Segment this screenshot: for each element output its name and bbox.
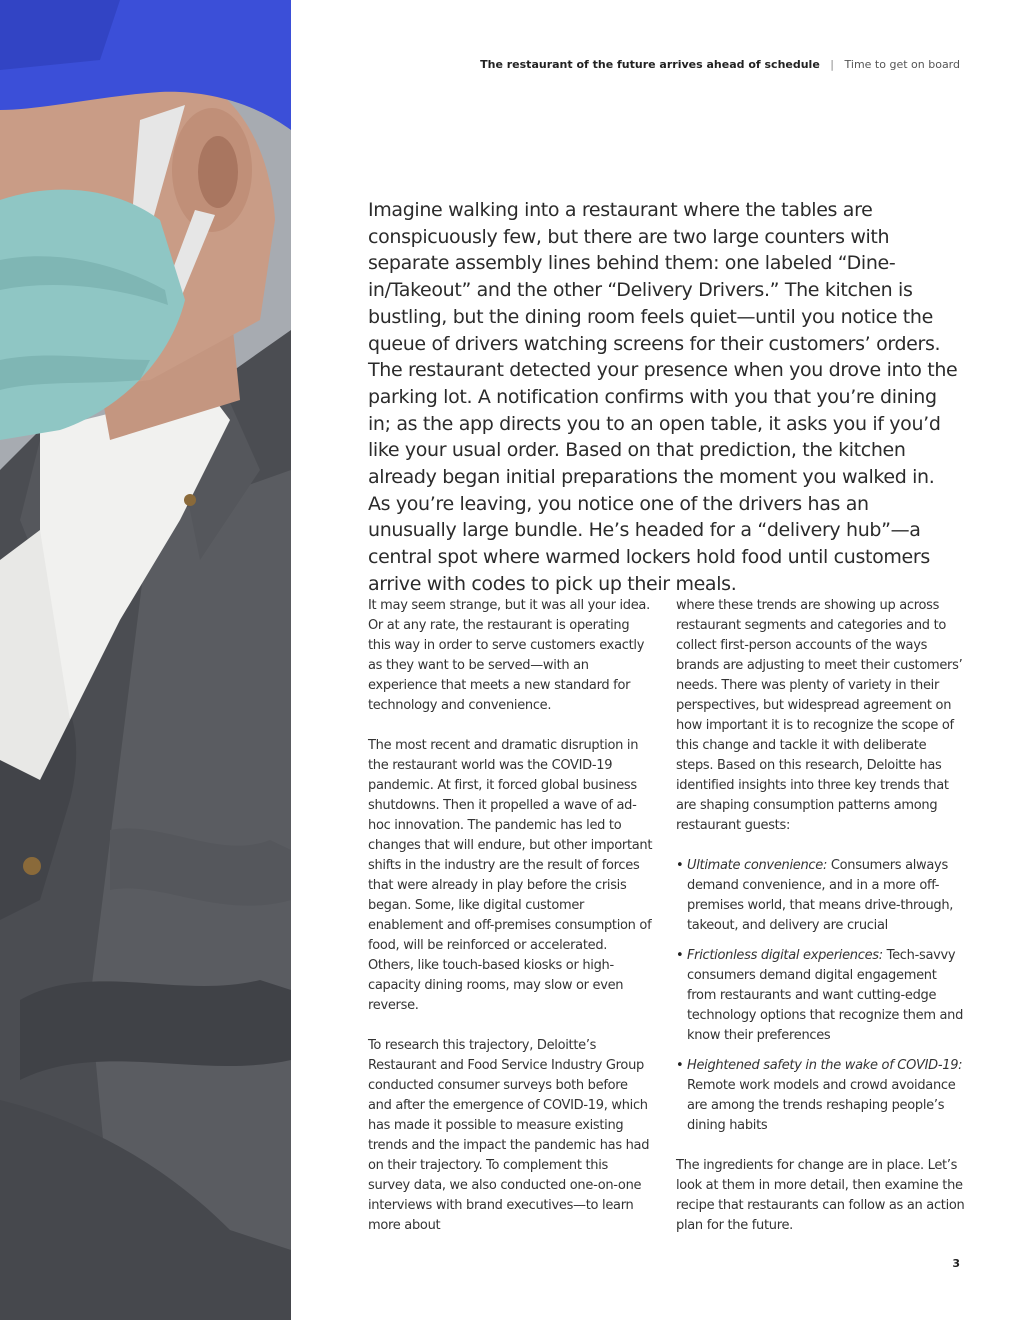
page-number: 3 [952,1257,960,1270]
masked-man-illustration [0,0,291,1320]
intro-paragraph: Imagine walking into a restaurant where the tables are conspicuously few, but there are two large counters with separate assembly lines behind them: one labeled “Dine-in/Takeout” and the other “Delivery Drivers.” The kitchen is bustling, but the dining room feels quiet—until you notice the queue of drivers watching screens for their customers’ orders. The restaurant detected your presence when you drove into the parking lot. A notification confirms with you that you’re dining in; as the app directs you to an open table, it asks you if you’d like your usual order. Based on that prediction, the kitchen already began initial preparations the moment you walked in. As you’re leaving, you notice one of the drivers has an unusually large bundle. He’s headed for a “delivery hub”—a central spot where warmed lockers hold food until customers arrive with codes to pick up their meals. [368,199,958,595]
bullet-icon: • [676,858,684,873]
header-section: Time to get on board [844,58,960,71]
body-column-right [676,596,966,1256]
trend-label: Frictionless digital experiences: [687,948,883,963]
header-title: The restaurant of the future arrives ahead of schedule [480,58,820,71]
trend-list-item [676,946,966,1046]
header-separator: | [830,58,835,71]
body-paragraph: where these trends are showing up across restaurant segments and categories and to collect first-person accounts of the ways brands are adjusting to meet their customers’ needs. There was plenty of variety in their perspectives, but widespread agreement on how important it is to recognize the scope of this change and tackle it with deliberate steps. Based on this research, Deloitte has identified insights into three key trends that are shaping consumption patterns among restaurant guests: [676,598,963,833]
body-paragraph: The ingredients for change are in place. Let’s look at them in more detail, then examine the recipe that restaurants can follow as an action plan for the future. [676,1158,965,1233]
trend-text: Remote work models and crowd avoidance are among the trends reshaping people’s dining habits [687,1078,956,1133]
body-paragraph: To research this trajectory, Deloitte’s Restaurant and Food Service Industry Group conducted consumer surveys both before and after the emergence of COVID-19, which has made it possible to measure existing trends and the impact the pandemic has had on their trajectory. To complement this survey data, we also conducted one-on-one interviews with brand executives—to learn more about [368,1038,650,1233]
trend-list-item [676,856,966,936]
trend-list-item [676,1056,966,1136]
cover-photo [0,0,291,1320]
bullet-icon: • [676,1058,684,1073]
trend-label: Ultimate convenience: [687,858,828,873]
body-paragraph: It may seem strange, but it was all your idea. Or at any rate, the restaurant is operating this way in order to serve customers exactly as they want to be served—with an experience that meets a new standard for technology and convenience. [368,598,650,713]
body-paragraph: The most recent and dramatic disruption in the restaurant world was the COVID-19 pandemic. At first, it forced global business shutdowns. Then it propelled a wave of ad-hoc innovation. The pandemic has led to changes that will endure, but other important shifts in the industry are the result of forces that were already in play before the crisis began. Some, like digital customer enablement and off-premises consumption of food, will be reinforced or accelerated. Others, like touch-based kiosks or high-capacity dining rooms, may slow or even reverse. [368,738,653,1013]
trend-label: Heightened safety in the wake of COVID-19: [687,1058,963,1073]
bullet-icon: • [676,948,684,963]
trend-text: Tech-savvy consumers demand digital engagement from restaurants and want cutting-edge technology options that recognize them and know their preferences [687,948,964,1043]
body-column-left [368,596,653,1256]
running-header [480,58,960,71]
trend-list [676,856,966,1136]
trend-text: Consumers always demand convenience, and in a more off-premises world, that means drive-through, takeout, and delivery are crucial [687,858,954,933]
